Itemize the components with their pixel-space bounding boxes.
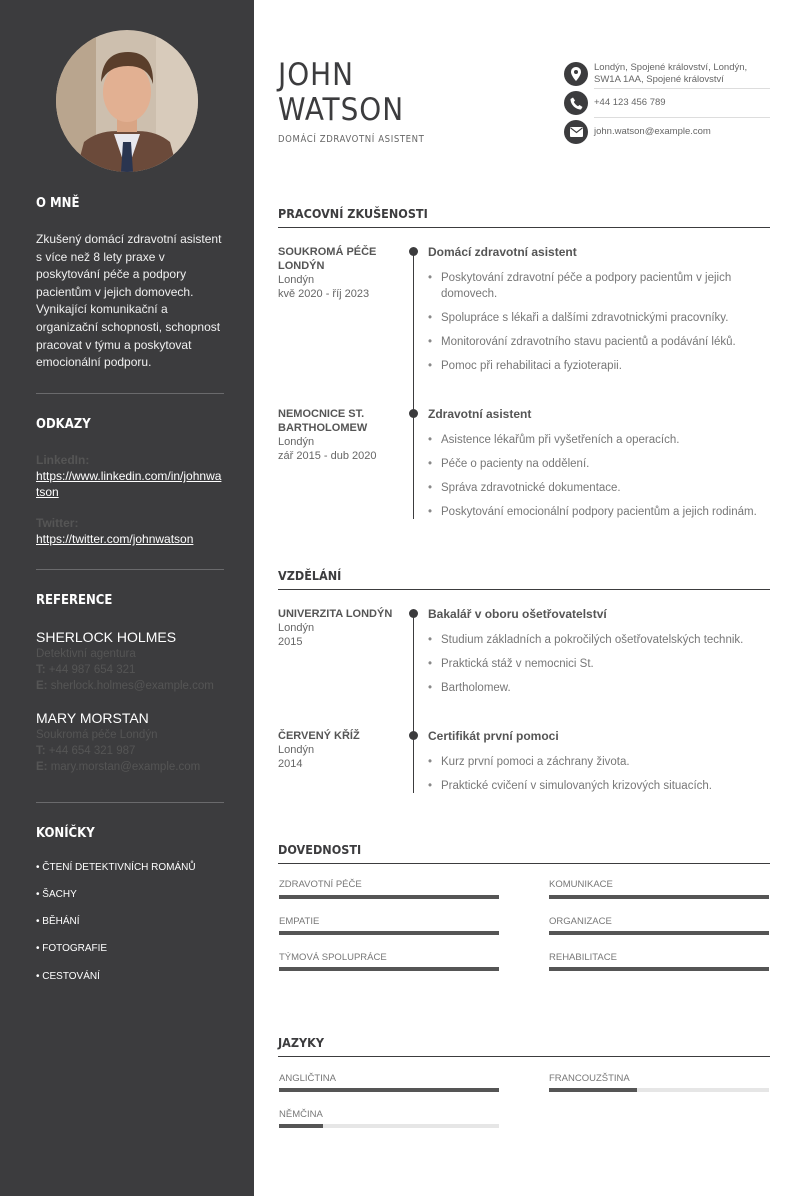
reference-email: sherlock.holmes@example.com	[50, 680, 214, 693]
timeline-dot	[409, 731, 418, 740]
list-item: • Spolupráce s lékaři a dalšími zdravotnickými pracovníky.	[428, 310, 770, 326]
phone-label: T:	[36, 745, 46, 758]
org-city: Londýn	[278, 436, 315, 448]
phone-text: +44 123 456 789	[594, 97, 666, 108]
first-name: JOHN	[278, 57, 355, 93]
skill-bar	[549, 967, 769, 971]
address-text: Londýn, Spojené království, Londýn, SW1A 1AA, Spojené království	[594, 62, 748, 85]
language-bar	[549, 1088, 769, 1092]
timeline-line	[413, 251, 414, 519]
language-label: ANGLIČTINA	[279, 1073, 337, 1084]
last-name: WATSON	[278, 92, 405, 128]
work-org	[278, 407, 403, 463]
list-item: • Monitorování zdravotního stavu pacientů a podávání léků.	[428, 334, 770, 350]
reference-org: Detektivní agentura	[36, 648, 136, 660]
list-item: • Péče o pacienty na oddělení.	[428, 456, 770, 472]
degree-title: Certifikát první pomoci	[428, 729, 559, 743]
language-bar-fill	[549, 1088, 637, 1092]
reference-item	[36, 628, 236, 695]
skill-bar-fill	[549, 931, 769, 935]
divider	[36, 393, 224, 394]
language-label: NĚMČINA	[279, 1109, 323, 1120]
list-item: • Praktické cvičení v simulovaných krizových situacích.	[428, 778, 770, 794]
list-item: • Poskytování zdravotní péče a podpory pacientům v jejich domovech.	[428, 270, 770, 302]
skill-bar	[279, 931, 499, 935]
list-item: • Poskytování emocionální podpory pacientům a jejich rodinám.	[428, 504, 770, 520]
skill-label: REHABILITACE	[549, 952, 617, 963]
job-title: DOMÁCÍ ZDRAVOTNÍ ASISTENT	[278, 134, 425, 145]
org-dates: 2015	[278, 636, 303, 648]
org-name: SOUKROMÁ PÉČE LONDÝN	[278, 246, 377, 272]
reference-heading: REFERENCE	[36, 593, 113, 608]
contact-email	[564, 120, 770, 144]
contact-divider	[594, 117, 770, 118]
org-dates: 2014	[278, 758, 303, 770]
reference-name: SHERLOCK HOLMES	[36, 629, 177, 645]
skill-bar-fill	[549, 967, 769, 971]
work-heading: PRACOVNÍ ZKUŠENOSTI	[278, 206, 770, 228]
list-item: • Studium základních a pokročilých ošetřovatelských technik.	[428, 632, 770, 648]
email-text: john.watson@example.com	[594, 126, 711, 137]
email-label: E:	[36, 680, 48, 693]
contact-address	[564, 62, 770, 86]
skill-bar-fill	[279, 931, 499, 935]
degree-title: Bakalář v oboru ošetřovatelství	[428, 607, 607, 621]
about-heading: O MNĚ	[36, 196, 80, 211]
education-org	[278, 729, 403, 771]
language-bar-fill	[279, 1124, 323, 1128]
education-org	[278, 607, 403, 649]
links-heading: ODKAZY	[36, 417, 91, 432]
timeline-line	[413, 613, 414, 793]
skill-bar-fill	[279, 895, 499, 899]
language-label: FRANCOUZŠTINA	[549, 1073, 630, 1084]
education-heading: VZDĚLÁNÍ	[278, 568, 770, 590]
envelope-icon	[564, 120, 588, 144]
list-item: • Bartholomew.	[428, 680, 770, 696]
skill-bar-fill	[279, 967, 499, 971]
skill-label: EMPATIE	[279, 916, 320, 927]
person-name	[278, 58, 404, 128]
hobby-item: • BĚHÁNÍ	[36, 916, 80, 927]
list-item: • Praktická stáž v nemocnici St.	[428, 656, 770, 672]
org-dates: zář 2015 - dub 2020	[278, 450, 377, 462]
contact-phone	[564, 91, 770, 115]
skills-heading: DOVEDNOSTI	[278, 842, 770, 864]
hobby-item: • ČTENÍ DETEKTIVNÍCH ROMÁNŮ	[36, 862, 196, 873]
list-item: • Kurz první pomoci a záchrany života.	[428, 754, 770, 770]
hobby-item: • ŠACHY	[36, 889, 77, 900]
language-bar	[279, 1124, 499, 1128]
timeline-dot	[409, 609, 418, 618]
skill-label: ZDRAVOTNÍ PÉČE	[279, 879, 362, 890]
timeline-dot	[409, 247, 418, 256]
languages-heading: JAZYKY	[278, 1035, 770, 1057]
contact-divider	[594, 88, 770, 89]
org-city: Londýn	[278, 274, 315, 286]
reference-org: Soukromá péče Londýn	[36, 729, 158, 741]
org-city: Londýn	[278, 744, 315, 756]
org-dates: kvě 2020 - říj 2023	[278, 288, 370, 300]
hobby-item: • CESTOVÁNÍ	[36, 971, 100, 982]
timeline-dot	[409, 409, 418, 418]
work-org	[278, 245, 403, 301]
reference-name: MARY MORSTAN	[36, 710, 149, 726]
role-title: Domácí zdravotní asistent	[428, 245, 577, 259]
reference-item	[36, 709, 236, 776]
org-city: Londýn	[278, 622, 315, 634]
org-name: ČERVENÝ KŘÍŽ	[278, 730, 360, 742]
list-item: • Pomoc při rehabilitaci a fyzioterapii.	[428, 358, 770, 374]
skill-label: ORGANIZACE	[549, 916, 612, 927]
hobbies-heading: KONÍČKY	[36, 826, 95, 841]
linkedin-link[interactable]: https://www.linkedin.com/in/johnwatson	[36, 469, 222, 499]
about-text: Zkušený domácí zdravotní asistent s více než 8 lety praxe v poskytování péče a podpory pacientům v jejich domovech. Vynikající komunikační a organizační schopnosti, schopnost pracovat v týmu a poskytovat emocionální podporu.	[36, 232, 222, 370]
linkedin-label: LinkedIn:	[36, 453, 90, 467]
skill-bar	[279, 895, 499, 899]
role-title: Zdravotní asistent	[428, 407, 532, 421]
reference-email: mary.morstan@example.com	[50, 761, 201, 774]
location-pin-icon	[564, 62, 588, 86]
phone-label: T:	[36, 664, 46, 677]
skill-label: TÝMOVÁ SPOLUPRÁCE	[279, 952, 387, 963]
skill-bar	[549, 895, 769, 899]
skill-bar-fill	[549, 895, 769, 899]
reference-phone: +44 987 654 321	[48, 664, 136, 677]
reference-phone: +44 654 321 987	[48, 745, 136, 758]
profile-photo	[56, 30, 198, 172]
phone-icon	[564, 91, 588, 115]
twitter-block	[36, 515, 224, 547]
linkedin-block	[36, 452, 224, 500]
divider	[36, 802, 224, 803]
org-name: NEMOCNICE ST. BARTHOLOMEW	[278, 408, 368, 434]
org-name: UNIVERZITA LONDÝN	[278, 608, 393, 620]
skill-bar	[549, 931, 769, 935]
list-item: • Asistence lékařům při vyšetřeních a operacích.	[428, 432, 770, 448]
skill-label: KOMUNIKACE	[549, 879, 613, 890]
divider	[36, 569, 224, 570]
skill-bar	[279, 967, 499, 971]
email-label: E:	[36, 761, 48, 774]
language-bar-fill	[279, 1088, 499, 1092]
language-bar	[279, 1088, 499, 1092]
hobby-item: • FOTOGRAFIE	[36, 943, 108, 954]
twitter-label: Twitter:	[36, 516, 79, 530]
list-item: • Správa zdravotnické dokumentace.	[428, 480, 770, 496]
twitter-link[interactable]: https://twitter.com/johnwatson	[36, 532, 194, 546]
